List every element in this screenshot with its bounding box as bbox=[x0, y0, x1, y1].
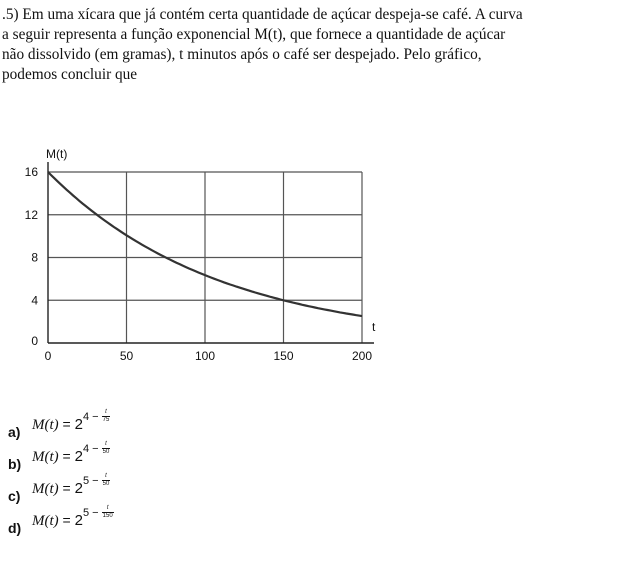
question-line-3: não dissolvido (em gramas), t minutos após o café ser despejado. Pelo gráfico, bbox=[2, 46, 482, 63]
fraction-denominator: 50 bbox=[102, 448, 110, 455]
x-tick-label: 150 bbox=[273, 349, 294, 363]
fraction-numerator: t bbox=[102, 505, 114, 513]
option-formula bbox=[32, 408, 110, 434]
option-letter: c) bbox=[8, 488, 21, 504]
exponent-fraction bbox=[102, 409, 111, 424]
exponent-fraction bbox=[102, 505, 114, 520]
y-tick-label: 8 bbox=[31, 250, 38, 265]
option-letter: a) bbox=[8, 424, 21, 440]
x-tick-label: 0 bbox=[44, 349, 52, 363]
question-number: .5) bbox=[2, 6, 19, 23]
x-axis-label: t bbox=[372, 320, 376, 334]
formula-eq: = bbox=[62, 416, 71, 432]
fraction-numerator: t bbox=[102, 409, 111, 417]
fraction-numerator: t bbox=[102, 473, 111, 481]
y-tick-label: 12 bbox=[24, 207, 38, 222]
chart bbox=[0, 140, 400, 380]
y-tick-label: 16 bbox=[24, 165, 38, 179]
fraction-denominator: 50 bbox=[102, 480, 110, 487]
option-formula bbox=[32, 504, 114, 530]
chart-svg bbox=[0, 140, 400, 380]
y-axis-label: M(t) bbox=[46, 147, 68, 161]
x-tick-label: 50 bbox=[119, 349, 134, 363]
formula-exponent bbox=[82, 440, 110, 455]
y-tick-label: 4 bbox=[31, 293, 38, 308]
x-tick-label: 200 bbox=[351, 349, 373, 363]
question-line-1: Em uma xícara que já contém certa quantidade de açúcar despeja-se café. A curva bbox=[22, 6, 523, 23]
formula-fn: M(t) bbox=[32, 417, 59, 433]
formula-fn: M(t) bbox=[32, 513, 59, 529]
formula-base: 2 bbox=[74, 448, 83, 465]
option-d[interactable] bbox=[8, 504, 208, 542]
formula-fn: M(t) bbox=[32, 449, 59, 465]
option-letter: b) bbox=[8, 456, 22, 472]
exponent-const: 4 − bbox=[82, 443, 99, 455]
question-line-2: a seguir representa a função exponencial M(t), que fornece a quantidade de açúcar bbox=[2, 26, 506, 43]
formula-fn: M(t) bbox=[32, 481, 59, 497]
fraction-denominator: 150 bbox=[102, 512, 113, 519]
option-formula bbox=[32, 472, 110, 498]
option-letter: d) bbox=[8, 520, 22, 536]
formula-base: 2 bbox=[74, 480, 83, 497]
exponent-const: 5 − bbox=[82, 507, 99, 519]
y-tick-label: 0 bbox=[31, 334, 38, 348]
x-tick-label: 100 bbox=[194, 349, 216, 363]
exponent-fraction bbox=[102, 473, 111, 488]
formula-exponent bbox=[82, 408, 110, 423]
formula-exponent bbox=[82, 504, 114, 519]
exponent-const: 5 − bbox=[82, 475, 99, 487]
question-line-4: podemos concluir que bbox=[2, 66, 138, 83]
question-line bbox=[2, 5, 638, 25]
fraction-numerator: t bbox=[102, 441, 111, 449]
formula-base: 2 bbox=[74, 512, 83, 529]
exponent-fraction bbox=[102, 441, 111, 456]
formula-exponent bbox=[82, 472, 110, 487]
formula-eq: = bbox=[62, 448, 71, 464]
formula-base: 2 bbox=[74, 416, 83, 433]
option-formula bbox=[32, 440, 110, 466]
exponent-const: 4 − bbox=[82, 411, 99, 423]
formula-eq: = bbox=[62, 480, 71, 496]
fraction-denominator: 75 bbox=[102, 416, 110, 423]
formula-eq: = bbox=[62, 512, 71, 528]
question-text bbox=[2, 5, 638, 85]
